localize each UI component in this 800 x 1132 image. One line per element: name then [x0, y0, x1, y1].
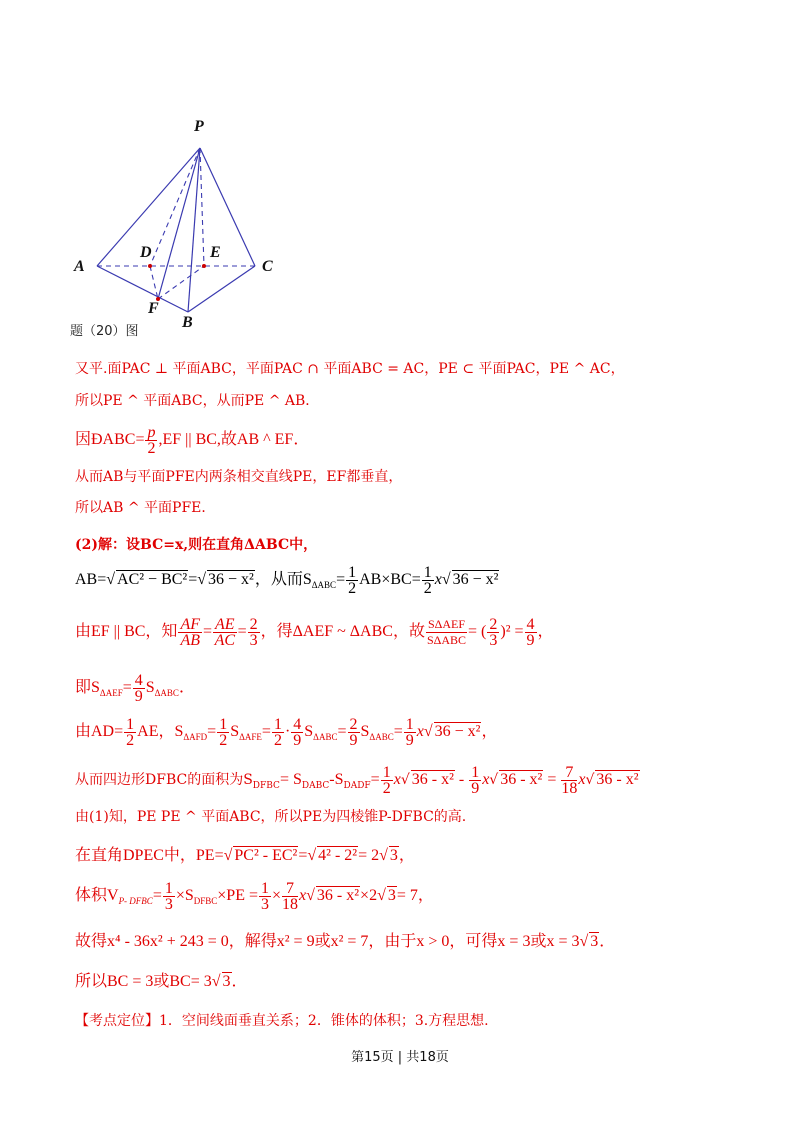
proof-line-4: 从而AB与平面PFE内两条相交直线PE，EF都垂直，: [75, 469, 403, 485]
part2-heading: (2)解：设BC=x,则在直角ΔABC中，: [75, 537, 318, 553]
afd-area-line: 由AD= $\frac{1}{2}$ AE，$S_{\Delta AFD}=$ $\frac{1}{2}$ $S_{\Delta AFE}=$ $\frac{1}{2}$ · $\frac{4}{9}$ $S_{\Delta ABC}=$ $\frac{2}{9}$ $S_{\Delta ABC}=$ $\frac{1}{9}$ x√ 36 − x²，: [75, 715, 498, 749]
vertex-e-label: E: [210, 244, 221, 261]
area-ratio-line: 即$S_{\Delta AEF}=$ $\frac{4}{9}$ $S_{\Delta ABC}$．: [75, 671, 195, 705]
ab-formula-line: AB=√ AC² − BC²=√ 36 − x²，从而$S_{\Delta ABC}=$ $\frac{1}{2}$ AB×BC= $\frac{1}{2}$ x√ 36 − x²: [75, 563, 499, 597]
equation-solve-line: 故得x⁴ - 36x² + 243 = 0，解得x² = 9或x² = 7，由于x > 0，可得x = 3或x = 3√ 3．: [75, 933, 616, 950]
vertex-p-label: P: [194, 118, 204, 135]
pe-length-line: 在直角DPEC中，PE=√ PC² - EC²=√ 4² - 2²= 2√ 3，: [75, 847, 415, 864]
proof-line-2: 所以PE ^ 平面ABC，从而PE ^ AB．: [75, 393, 320, 409]
vertex-b-label: B: [182, 314, 193, 331]
pyramid-diagram: [62, 112, 292, 340]
proof-line-5: 所以AB ^ 平面PFE．: [75, 500, 216, 516]
vertex-c-label: C: [262, 258, 273, 275]
key-points-line: 【考点定位】1．空间线面垂直关系；2．锥体的体积；3.方程思想.: [75, 1013, 489, 1029]
vertex-d-label: D: [140, 244, 152, 261]
proof-line-3: 因ÐABC= $\frac{p}{2}$ ,EF || BC,故AB ^ EF．: [75, 423, 310, 457]
page-footer: 第15页 | 共18页: [351, 1050, 449, 1065]
volume-line: 体积$V_{P- DFBC}=$ $\frac{1}{3}$ $\times S_{DFBC}\times PE$ = $\frac{1}{3}$ × $\frac{7}{18}$ x√ 36 - x²×2√ 3= 7，: [75, 879, 434, 913]
figure-caption: 题（20）图: [70, 324, 139, 339]
pyramid-figure: [62, 112, 292, 340]
similar-triangles-line: 由EF || BC，知 $\frac{AF}{AB}$ = $\frac{AE}{AC}$ = $\frac{2}{3}$ ，得ΔAEF ~ ΔABC，故 $\frac{\text{SΔAEF}}{\text{SΔABC}}$ = ( $\frac{2}{3}$ )² = $\frac{4}{9}$ ，: [75, 615, 554, 649]
conclusion-line: 所以BC = 3或BC= 3√ 3．: [75, 973, 248, 990]
proof-line-1: 又平.面PAC ⊥ 平面ABC，平面PAC ∩ 平面ABC = AC，PE ⊂ 平面PAC，PE ^ AC，: [75, 361, 625, 377]
quad-area-line: 从而四边形DFBC的面积为$S_{DFBC}= S_{DABC}-S_{DADF}=$ $\frac{1}{2}$ x√ 36 - x² - $\frac{1}{9}$ x√ 36 - x² = $\frac{7}{18}$ x√ 36 - x²: [75, 763, 639, 797]
pyramid-height-line: 由(1)知，PE PE ^ 平面ABC，所以PE为四棱锥P-DFBC的高.: [75, 809, 467, 825]
vertex-f-label: F: [148, 300, 159, 317]
vertex-a-label: A: [74, 258, 85, 275]
